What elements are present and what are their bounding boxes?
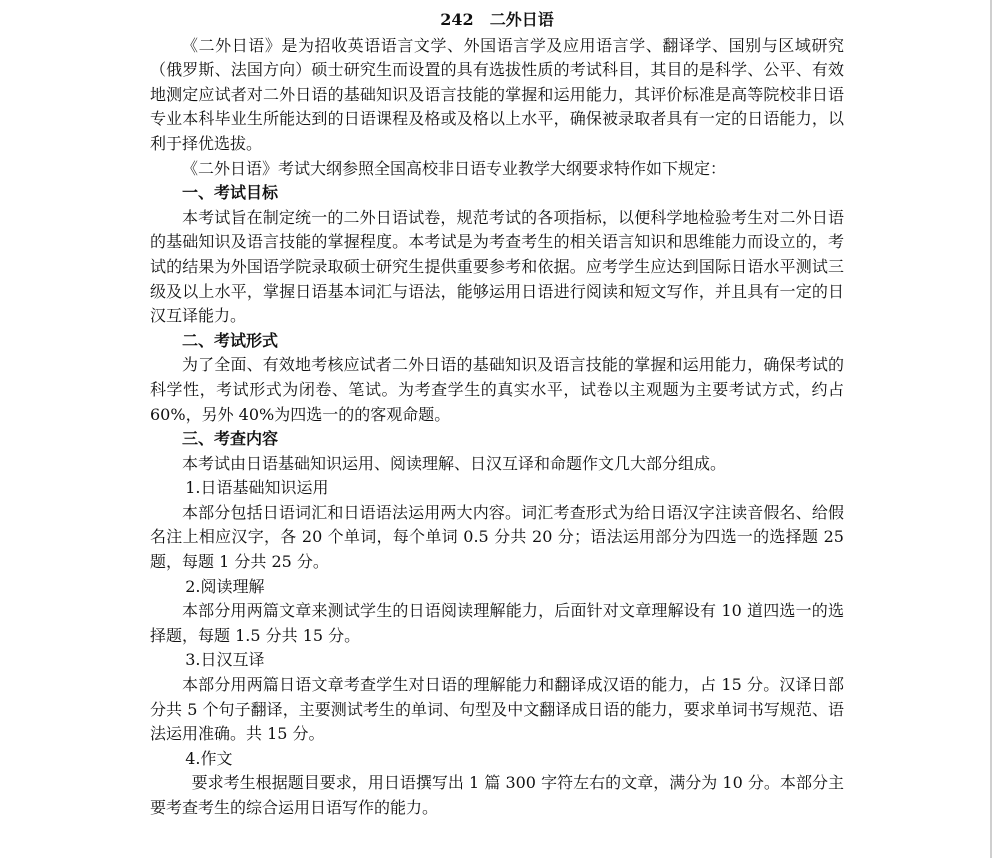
section-body-content: 本考试由日语基础知识运用、阅读理解、日汉互译和命题作文几大部分组成。 [182, 453, 727, 473]
subsection-body-reading: 本部分用两篇文章来测试学生的日语阅读理解能力，后面针对文章理解设有 10 道四选一的选择题，每题 1.5 分共 15 分。 [150, 601, 844, 645]
title-number: 242 [440, 10, 474, 29]
subsection-heading-reading: 2.阅读理解 [185, 576, 265, 596]
document-body [150, 8, 844, 821]
subsection-heading-basics: 1.日语基础知识运用 [185, 478, 329, 498]
subsection-body-writing: 要求考生根据题目要求，用日语撰写出 1 篇 300 字符左右的文章，满分为 10 分。本部分主要考查考生的综合运用日语写作的能力。 [150, 773, 844, 817]
subsection-body-translation: 本部分用两篇日语文章考查学生对日语的理解能力和翻译成汉语的能力，占 15 分。汉译日部分共 5 个句子翻译，主要测试考生的单词、句型及中文翻译成日语的能力，要求单词书写规范、语法运用准确。共 15 分。 [150, 675, 844, 744]
subsection-body-basics: 本部分包括日语词汇和日语语法运用两大内容。词汇考查形式为给日语汉字注读音假名、给假名注上相应汉字，各 20 个单词，每个单词 0.5 分共 20 分；语法运用部分为四选一的选择题 25 题，每题 1 分共 25 分。 [150, 502, 844, 572]
page-title [150, 8, 844, 33]
intro-paragraph: 《二外日语》是为招收英语语言文学、外国语言学及应用语言学、翻译学、国别与区域研究（俄罗斯、法国方向）硕士研究生而设置的具有选拔性质的考试科目，其目的是科学、公平、有效地测定应试者对二外日语的基础知识及语言技能的掌握和运用能力，其评价标准是高等院校非日语专业本科毕业生所能达到的日语课程及格或及格以上水平，确保被录取者具有一定的日语能力，以利于择优选拔。 [150, 35, 844, 153]
section-heading-content: 三、考查内容 [182, 429, 279, 449]
intro-paragraph-2: 《二外日语》考试大纲参照全国高校非日语专业教学大纲要求特作如下规定： [182, 158, 727, 178]
section-heading-format: 二、考试形式 [182, 330, 279, 350]
subsection-heading-writing: 4.作文 [185, 748, 233, 768]
subsection-heading-translation: 3.日汉互译 [185, 650, 265, 670]
section-body-objective: 本考试旨在制定统一的二外日语试卷，规范考试的各项指标，以便科学地检验考生对二外日语的基础知识及语言技能的掌握程度。本考试是为考查考生的相关语言知识和思维能力而设立的，考试的结果为外国语学院录取硕士研究生提供重要参考和依据。应考学生应达到国际日语水平测试三级及以上水平，掌握日语基本词汇与语法，能够运用日语进行阅读和短文写作，并且具有一定的日汉互译能力。 [150, 207, 844, 326]
section-body-format: 为了全面、有效地考核应试者二外日语的基础知识及语言技能的掌握和运用能力，确保考试的科学性，考试形式为闭卷、笔试。为考查学生的真实水平，试卷以主观题为主要考试方式，约占 60%，另外 40%为四选一的的客观命题。 [150, 355, 844, 424]
section-heading-objective: 一、考试目标 [182, 183, 279, 203]
title-text: 二外日语 [489, 10, 554, 29]
